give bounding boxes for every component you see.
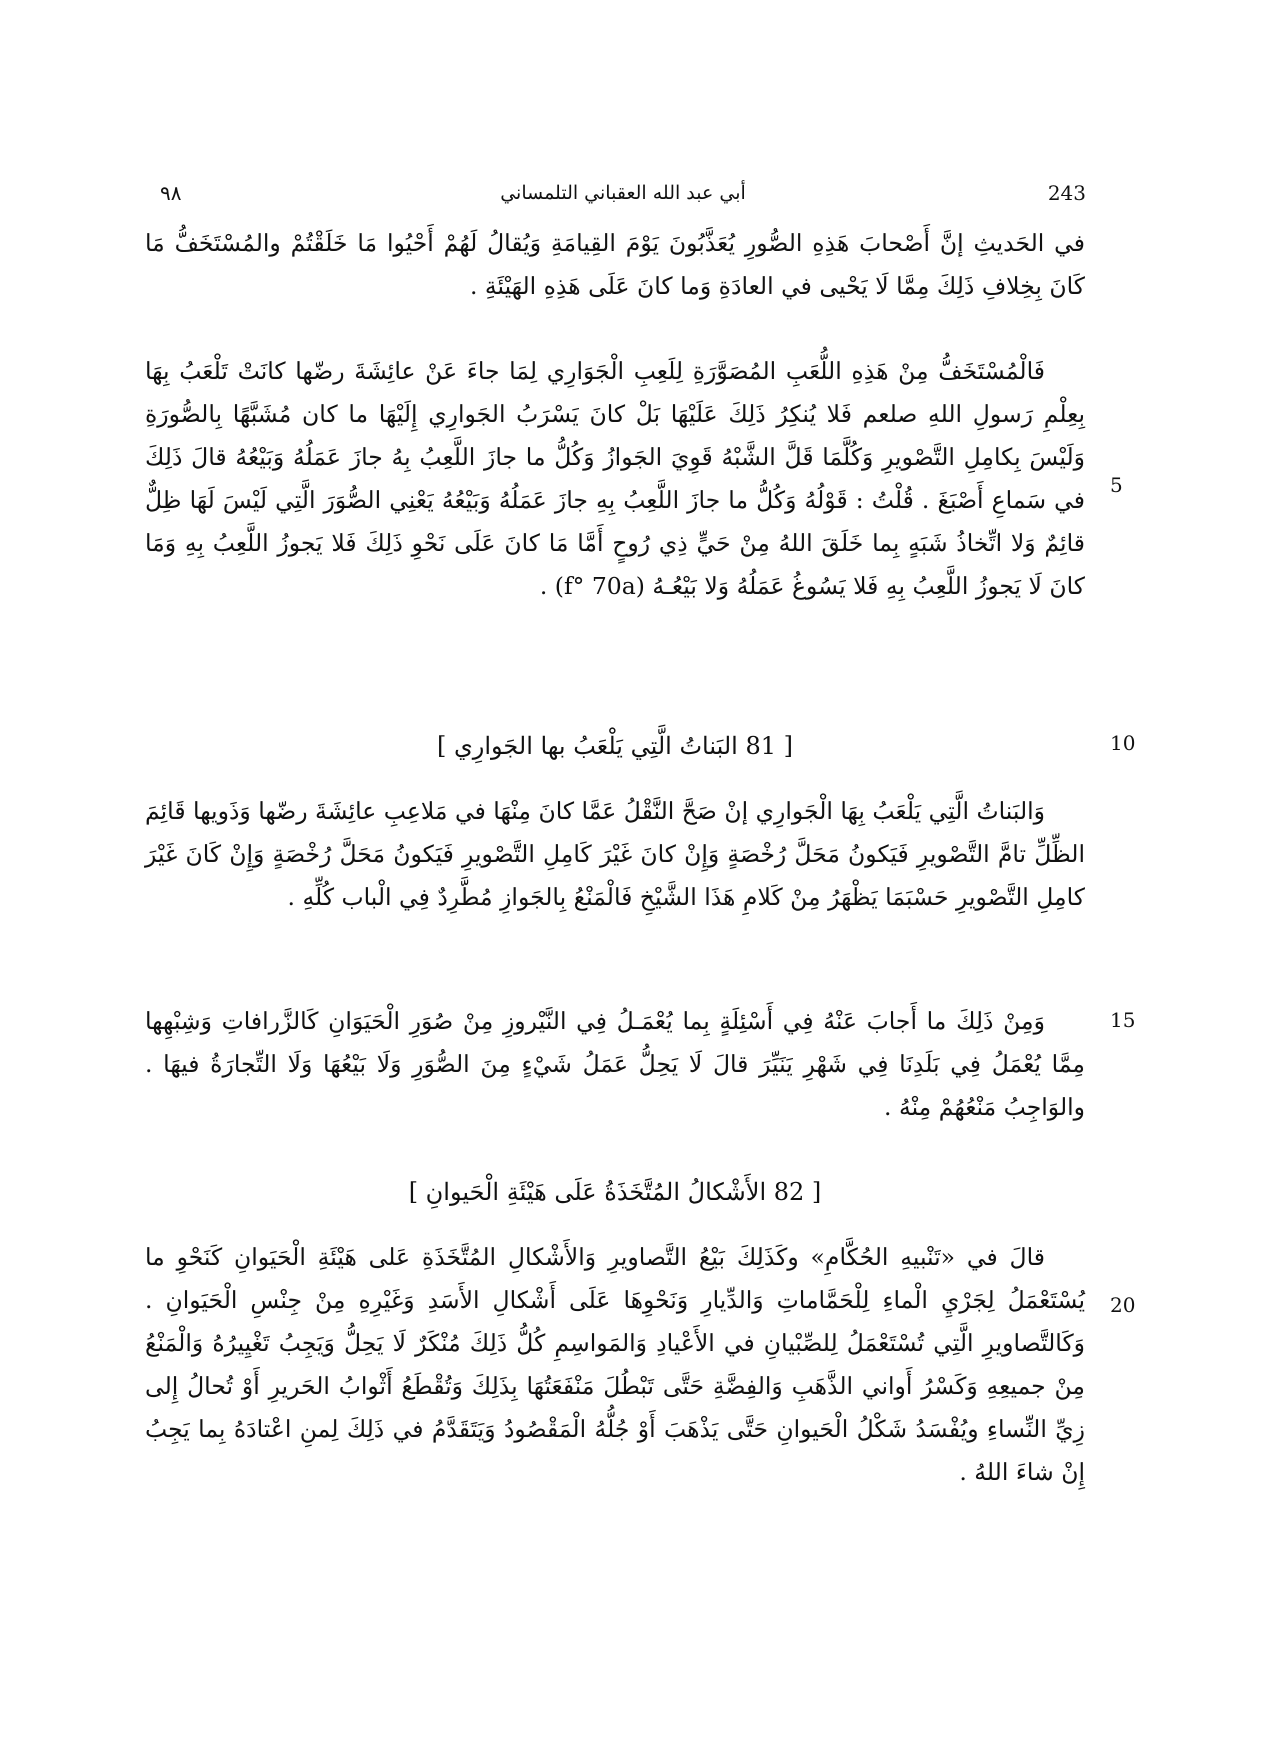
paragraph: فَالْمُسْتَخَفُّ مِنْ هَذِهِ اللُّعَبِ المُصَوَّرَةِ لِلَعِبِ الْجَوَارِي لِمَا جاءَ عَنْ عائِشَةَ رضّها كانَتْ تَلْعَبُ بِهَا بِعِلْمِ رَسولِ اللهِ صلعم فَلا يُنكِرُ ذَلِكَ عَلَيْهَا بَلْ كانَ يَسْرَبُ الجَوارِي إِلَيْهَا ما كان مُشَبَّهًا بِالصُّورَةِ وَلَيْسَ بِكامِلِ التَّصْويرِ وَكُلَّمَا قَلَّ الشَّبْهُ قَوِيَ الجَوازُ وَكُلُّ ما جازَ اللَّعِبُ بِهُ جازَ عَمَلُهُ وَبَيْعُهُ قالَ ذَلِكَ في سَماعِ أَصْبَغَ . قُلْتُ : قَوْلُهُ وَكُلُّ ما جازَ اللَّعِبُ بِهِ جازَ عَمَلُهُ وَبَيْعُهُ يَعْنِي الصُّوَرَ الَّتِي لَيْسَ لَهَا ظِلٌّ قائِمٌ وَلا اتِّخاذُ شَبَهٍ بِما خَلَقَ اللهُ مِنْ حَيٍّ ذِي رُوحٍ أَمَّا مَا كانَ عَلَى نَحْوِ ذَلِكَ فَلا يَجوزُ اللَّعِبُ بِهِ وَمَا كانَ لَا يَجوزُ اللَّعِبُ بِهِ فَلا يَسُوغُ عَمَلُهُ وَلا بَيْعُـهُ (f° 70a) . bbox=[145, 357, 1085, 600]
line-number: 15 bbox=[1110, 1008, 1136, 1032]
section-81-para-1 bbox=[145, 790, 1085, 919]
paragraph-continuation bbox=[145, 222, 1085, 308]
paragraph: في الحَديثِ إنَّ أَصْحابَ هَذِهِ الصُّورِ يُعَذَّبُونَ يَوْمَ القِيامَةِ وَيُقالُ لَهُمْ أَحْيُوا مَا خَلَقْتُمْ والمُسْتَخَفُّ مَا كَانَ بِخِلافِ ذَلِكَ مِمَّا لَا يَحْيى في العادَةِ وَما كانَ عَلَى هَذِهِ الهَيْئَةِ . bbox=[145, 229, 1085, 300]
running-header bbox=[160, 178, 1086, 212]
paragraph-toys bbox=[145, 350, 1085, 608]
paragraph: وَمِنْ ذَلِكَ ما أَجابَ عَنْهُ فِي أَسْئِلَةٍ بِما يُعْمَـلُ فِي النَّيْروزِ مِنْ صُوَرِ الْحَيَوَانِ كَالزَّرافاتِ وَشِبْهِها مِمَّا يُعْمَلُ فِي بَلَدِنَا فِي شَهْرِ يَنَيِّرَ قالَ لَا يَحِلُّ عَمَلُ شَيْءٍ مِنَ الصُّوَرِ وَلَا بَيْعُهَا وَلَا التِّجارَةُ فيهَا . والوَاجِبُ مَنْعُهُمْ مِنْهُ . bbox=[145, 1007, 1085, 1121]
page-number: 243 bbox=[1047, 181, 1086, 205]
paragraph: وَالبَناتُ الَّتِي يَلْعَبُ بِهَا الْجَوارِي إنْ صَحَّ النَّقْلُ عَمَّا كانَ مِنْهَا في مَلاعِبِ عائِشَةَ رضّها وَذَويها قَائِمَ الظِّلِّ تامَّ التَّصْويرِ فَيَكونُ مَحَلَّ رُخْصَةٍ وَإِنْ كانَ غَيْرَ كَامِلِ التَّصْويرِ فَيَكونُ مَحَلَّ رُخْصَةٍ وَإِنْ كَانَ غَيْرَ كامِلِ التَّصْويرِ حَسْبَمَا يَظْهَرُ مِنْ كَلامِ هَذَا الشَّيْخِ فَالْمَنْعُ بِالجَوازِ مُطَّرِدٌ فِي الْباب كُلِّهِ . bbox=[145, 797, 1085, 911]
section-heading-81: [ 81 البَناتُ الَّتِي يَلْعَبُ بها الجَوارِي ] bbox=[436, 732, 794, 760]
section-82-para-1 bbox=[145, 1236, 1085, 1494]
paragraph: قالَ في «تَنْبيهِ الحُكَّامِ» وكَذَلِكَ بَيْعُ التَّصاويرِ وَالأَشْكالِ المُتَّخَذَةِ عَلى هَيْئَةِ الْحَيَوانِ كَنَحْوِ ما يُسْتَعْمَلُ لِجَرْيِ الْماءِ لِلْحَمَّاماتِ وَالدِّيارِ وَنَحْوِهَا عَلَى أَشْكالِ الأَسَدِ وَغَيْرِهِ مِنْ جِنْسِ الْحَيَوانِ . وَكَالتَّصاويرِ الَّتِي تُسْتَعْمَلُ لِلصِّبْيانِ في الأَعْيادِ وَالمَواسِمِ كُلُّ ذَلِكَ مُنْكَرٌ لَا يَحِلُّ وَيَجِبُ تَغْيِيرُهُ وَالْمَنْعُ مِنْ جميعِهِ وَكَسْرُ أَواني الذَّهَبِ وَالفِضَّةِ حَتَّى تَبْطُلَ مَنْفَعَتُهَا بِذَلِكَ وَتُقْطَعُ أَثْوابُ الحَريرِ أَوْ تُحالُ إِلى زِيِّ النِّساءِ ويُفْسَدُ شَكْلُ الْحَيوانِ حَتَّى يَذْهَبَ أَوْ جُلُّهُ الْمَقْصُودُ وَيَتَقَدَّمُ في ذَلِكَ لِمنِ اعْتادَهُ بِما يَجِبُ إِنْ شاءَ اللهُ . bbox=[145, 1243, 1085, 1486]
line-number: 10 bbox=[1110, 731, 1136, 755]
page-number-arabic: ٩٨ bbox=[160, 181, 182, 205]
section-81-para-2 bbox=[145, 1000, 1085, 1129]
line-number: 5 bbox=[1110, 473, 1123, 497]
line-number: 20 bbox=[1110, 1293, 1136, 1317]
running-title: أبي عبد الله العقباني التلمساني bbox=[500, 182, 746, 204]
section-heading-82: [ 82 الأَشْكالُ المُتَّخَذَةُ عَلَى هَيْئَةِ الْحَيوانِ ] bbox=[408, 1178, 822, 1206]
